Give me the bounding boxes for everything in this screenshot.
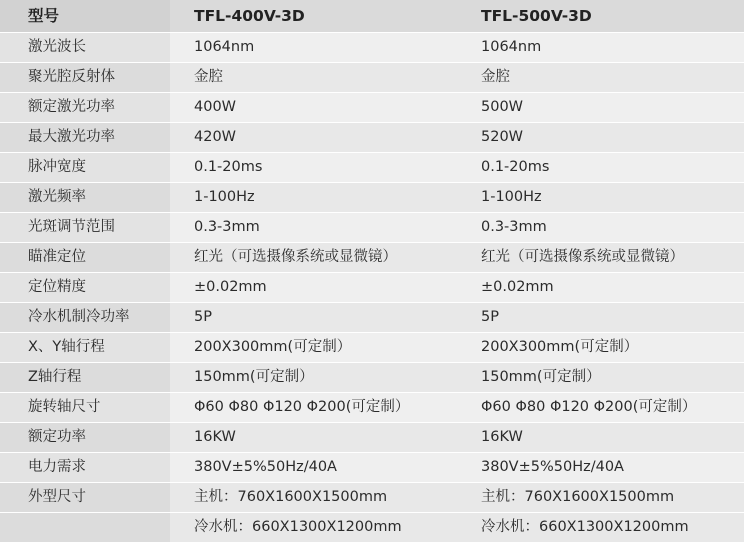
row-value-b: 0.3-3mm	[457, 213, 744, 243]
row-label: Z轴行程	[0, 363, 170, 393]
table-row	[0, 63, 744, 93]
row-value-b: 500W	[457, 93, 744, 123]
row-value-a: 1-100Hz	[170, 183, 457, 213]
row-label: 电力需求	[0, 453, 170, 483]
row-label: 冷水机制冷功率	[0, 303, 170, 333]
row-label: 旋转轴尺寸	[0, 393, 170, 423]
table-row	[0, 123, 744, 153]
row-value-b: 冷水机：660X1300X1200mm	[457, 513, 744, 542]
table-row	[0, 93, 744, 123]
table-row	[0, 363, 744, 393]
table-row	[0, 33, 744, 63]
table-row	[0, 183, 744, 213]
row-value-b: 520W	[457, 123, 744, 153]
row-label: 脉冲宽度	[0, 153, 170, 183]
model-a-header: TFL-400V-3D	[170, 0, 457, 33]
model-b-header: TFL-500V-3D	[457, 0, 744, 33]
row-label: 激光频率	[0, 183, 170, 213]
row-label: 额定激光功率	[0, 93, 170, 123]
row-value-b: 200X300mm(可定制）	[457, 333, 744, 363]
row-value-a: 400W	[170, 93, 457, 123]
row-value-a: Φ60 Φ80 Φ120 Φ200(可定制）	[170, 393, 457, 423]
row-value-a: 金腔	[170, 63, 457, 93]
row-value-b: 红光（可选摄像系统或显微镜）	[457, 243, 744, 273]
row-label	[0, 513, 170, 542]
row-value-b: ±0.02mm	[457, 273, 744, 303]
row-value-a: 380V±5%50Hz/40A	[170, 453, 457, 483]
row-label: 聚光腔反射体	[0, 63, 170, 93]
table-row	[0, 243, 744, 273]
row-value-a: 1064nm	[170, 33, 457, 63]
row-value-a: 5P	[170, 303, 457, 333]
table-row	[0, 333, 744, 363]
row-label: X、Y轴行程	[0, 333, 170, 363]
row-value-b: 主机：760X1600X1500mm	[457, 483, 744, 513]
table-row	[0, 453, 744, 483]
row-value-a: 红光（可选摄像系统或显微镜）	[170, 243, 457, 273]
row-value-a: 200X300mm(可定制）	[170, 333, 457, 363]
row-value-b: Φ60 Φ80 Φ120 Φ200(可定制）	[457, 393, 744, 423]
row-value-b: 150mm(可定制）	[457, 363, 744, 393]
row-value-b: 金腔	[457, 63, 744, 93]
row-value-b: 1-100Hz	[457, 183, 744, 213]
table-row	[0, 303, 744, 333]
row-label: 外型尺寸	[0, 483, 170, 513]
table-row	[0, 423, 744, 453]
table-row	[0, 393, 744, 423]
row-label: 型号	[0, 0, 170, 33]
row-label: 额定功率	[0, 423, 170, 453]
row-value-a: 16KW	[170, 423, 457, 453]
row-value-a: ±0.02mm	[170, 273, 457, 303]
row-value-a: 0.3-3mm	[170, 213, 457, 243]
row-value-b: 1064nm	[457, 33, 744, 63]
row-label: 定位精度	[0, 273, 170, 303]
row-value-b: 380V±5%50Hz/40A	[457, 453, 744, 483]
row-label: 瞄准定位	[0, 243, 170, 273]
row-label: 激光波长	[0, 33, 170, 63]
row-value-a: 0.1-20ms	[170, 153, 457, 183]
table-row	[0, 483, 744, 513]
row-value-a: 420W	[170, 123, 457, 153]
row-label: 光斑调节范围	[0, 213, 170, 243]
row-value-b: 0.1-20ms	[457, 153, 744, 183]
row-value-a: 主机：760X1600X1500mm	[170, 483, 457, 513]
table-row	[0, 213, 744, 243]
table-row	[0, 153, 744, 183]
row-value-a: 150mm(可定制）	[170, 363, 457, 393]
table-row	[0, 0, 744, 33]
row-label: 最大激光功率	[0, 123, 170, 153]
row-value-a: 冷水机：660X1300X1200mm	[170, 513, 457, 542]
row-value-b: 16KW	[457, 423, 744, 453]
row-value-b: 5P	[457, 303, 744, 333]
table-row	[0, 273, 744, 303]
table-row	[0, 513, 744, 542]
